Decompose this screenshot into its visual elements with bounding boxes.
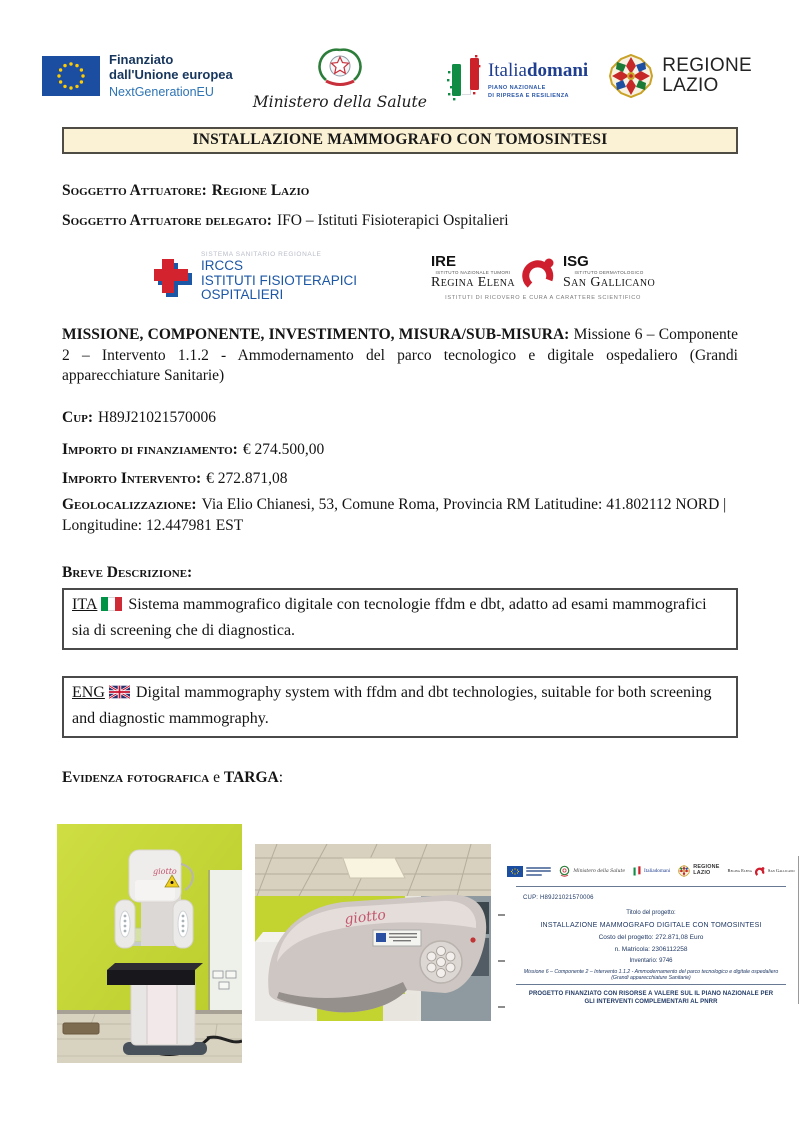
eu-logo-line3: NextGenerationEU (109, 84, 214, 99)
machine-brand-label-closeup: giotto (343, 906, 387, 928)
eu-logo-line2: dall'Unione europea (109, 67, 233, 82)
isg-acronym: ISG (562, 253, 589, 271)
evidenza-heading (62, 768, 738, 788)
machine-brand-label: giotto (153, 866, 177, 876)
plaque-titolo: INSTALLAZIONE MAMMOGRAFO DIGITALE CON TOMOSINTESI (540, 921, 762, 929)
missione-row (62, 325, 738, 387)
ire-isg-logo (431, 253, 655, 301)
plaque-inventario: Inventario: 9746 (629, 957, 673, 964)
irccs-line3: OSPITALIERI (201, 287, 284, 303)
missione-value: Missione 6 – Componente 2 – Intervento 1.1.2 - Ammodernamento del parco tecnologico e digitale ospedaliero (Grandi apparecchiature Sanitarie) (62, 326, 738, 385)
ita-description-text: Sistema mammografico digitale con tecnologie ffdm e dbt, adatto ad esami mammografici sia di screening che di diagnostica. (72, 596, 707, 640)
soggetto-attuatore-label: Soggetto Attuatore: (62, 182, 207, 199)
geolocalizzazione-label: Geolocalizzazione: (62, 496, 197, 514)
geolocalizzazione-value: Via Elio Chianesi, 53, Comune Roma, Provincia RM Latitudine: 41.802112 NORD | Longitudine: 12.447981 EST (62, 496, 727, 535)
italia-domani-logo (447, 55, 588, 105)
eu-logo-line1: Finanziato (109, 52, 174, 68)
plaque-italia-domani-flag-icon (633, 866, 641, 877)
plaque-regione-lazio-logo (678, 865, 719, 877)
ire-subtitle: ISTITUTO NAZIONALE TUMORI (435, 270, 511, 276)
plaque-ire-isg-symbol-icon (755, 866, 765, 877)
irccs-cross-icon (148, 255, 192, 299)
plaque-divider-bottom (516, 984, 786, 985)
ire-acronym: IRE (431, 253, 457, 271)
title-banner: INSTALLAZIONE MAMMOGRAFO CON TOMOSINTESI (62, 127, 738, 154)
plaque-cup: CUP: H89J21021570006 (523, 894, 594, 901)
evidenza-colon: : (278, 769, 284, 787)
plaque-ministero-logo (559, 865, 625, 878)
soggetto-delegato-row (62, 211, 738, 231)
plaque-ministero-emblem-icon (559, 865, 570, 878)
regione-lazio-logo (608, 53, 752, 99)
machine-button-pod (420, 941, 462, 983)
eu-flag-icon (42, 56, 100, 96)
isg-subtitle: ISTITUTO DERMATOLOGICO (574, 270, 644, 276)
plaque-matricola: n. Matricola: 2306112258 (614, 945, 688, 953)
ire-isg-footer: ISTITUTI DI RICOVERO E CURA A CARATTERE SCIENTIFICO (445, 295, 642, 302)
geolocalizzazione-row (62, 495, 738, 536)
italia-domani-name-bold: domani (526, 60, 589, 82)
plaque-regione-lazio-emblem-icon (678, 865, 690, 877)
plaque-regione-line2: LAZIO (693, 870, 711, 877)
importo-finanziamento-row (62, 440, 738, 460)
irccs-ifo-logo (148, 251, 357, 304)
plaque-eu-logo (507, 865, 551, 877)
importo-finanziamento-label: Importo di finanziamento: (62, 441, 238, 459)
italia-domani-sub1: PIANO NAZIONALE (487, 85, 546, 92)
breve-descrizione-heading (62, 563, 738, 583)
cup-row (62, 408, 738, 428)
importo-finanziamento-value: € 274.500,00 (242, 441, 325, 459)
irccs-tagline: SISTEMA SANITARIO REGIONALE (201, 250, 322, 258)
document-body (0, 181, 800, 582)
irccs-line1: IRCCS (201, 257, 244, 273)
soggetto-attuatore-row (62, 181, 738, 201)
eng-lang-label: ENG (72, 684, 105, 702)
plaque-italia-domani-logo (633, 866, 670, 877)
importo-intervento-label: Importo Intervento: (62, 469, 202, 487)
evidenza-connector: e (213, 769, 221, 787)
plaque-ire-isg-logo (728, 866, 795, 877)
plaque-divider-top (516, 886, 786, 887)
ita-lang-label: ITA (72, 596, 98, 614)
italia-domani-sub2: DI RIPRESA E RESILIENZA (487, 92, 569, 99)
regione-lazio-line1: REGIONE (662, 55, 752, 77)
cup-value: H89J21021570006 (98, 408, 217, 426)
plaque-eu-text-lines (526, 865, 551, 877)
italia-domani-name-regular: Italia (487, 60, 527, 82)
breve-descrizione-label: Breve Descrizione: (62, 563, 193, 581)
plaque-titolo-label: Titolo del progetto: (626, 909, 676, 916)
project-plaque (510, 854, 795, 1026)
regione-lazio-line2: LAZIO (662, 75, 719, 96)
plaque-eu-flag-icon (507, 866, 523, 877)
importo-intervento-row (62, 469, 738, 489)
machine-indicator-light (470, 937, 475, 942)
plaque-logo-strip (510, 854, 795, 884)
importo-intervento-value: € 272.871,08 (206, 469, 288, 487)
isg-name: San Gallicano (562, 275, 656, 291)
partner-logo-strip (62, 241, 738, 313)
evidenza-targa-label: TARGA (223, 769, 279, 787)
cup-label: Cup: (62, 408, 94, 426)
plaque-isg-name: San Gallicano (767, 868, 795, 874)
irccs-line2: ISTITUTI FISIOTERAPICI (201, 272, 358, 288)
ministero-salute-logo (253, 44, 427, 111)
header-logo-strip (0, 0, 800, 114)
plaque-italia-domani-name: Italiadomani (644, 868, 671, 875)
photo-evidence-row (57, 824, 800, 1063)
italy-flag-icon (101, 595, 122, 619)
regione-lazio-emblem-icon (608, 53, 654, 99)
ire-name: Regina Elena (431, 275, 515, 291)
plaque-ire-name: Regina Elena (727, 868, 752, 874)
mammograph-photo-front (57, 824, 242, 1063)
plaque-regione-line1: REGIONE (693, 864, 720, 871)
ire-isg-symbol-icon (522, 255, 556, 291)
soggetto-delegato-label: Soggetto Attuatore delegato: (62, 211, 272, 229)
soggetto-delegato-value: IFO – Istituti Fisioterapici Ospitalieri (276, 211, 509, 229)
plaque-missione: Missione 6 – Componente 2 – Intervento 1.1.2 - Ammodernamento del parco tecnologico e digitale ospedaliero (Grandi apparecchiature Sanitarie) (523, 968, 779, 982)
uk-flag-icon (109, 683, 130, 707)
italia-domani-flag-icon (447, 55, 483, 105)
plaque-ministero-name: Ministero della Salute (573, 868, 626, 874)
eu-funding-logo (42, 53, 233, 98)
plaque-footer: PROGETTO FINANZIATO CON RISORSE A VALERE SUL IL PIANO NAZIONALE PER GLI INTERVENTI COMPLEMENTARI AL PNRR (528, 991, 774, 1006)
machine-eu-sticker (373, 930, 421, 946)
ministero-name: Ministero della Salute (252, 92, 427, 111)
descrizione-ita-box (62, 588, 738, 650)
ministero-emblem-icon (318, 44, 362, 92)
soggetto-attuatore-value: Regione Lazio (211, 182, 310, 199)
descrizione-eng-box (62, 676, 738, 738)
evidenza-label: Evidenza fotografica (62, 769, 210, 787)
plaque-costo: Costo del progetto: 272.871,08 Euro (598, 933, 704, 941)
missione-label: MISSIONE, COMPONENTE, INVESTIMENTO, MISURA/SUB-MISURA: (62, 326, 570, 344)
mammograph-photo-closeup (255, 844, 491, 1021)
eng-description-text: Digital mammography system with ffdm and dbt technologies, suitable for both screening and diagnostic mammography. (72, 684, 712, 728)
